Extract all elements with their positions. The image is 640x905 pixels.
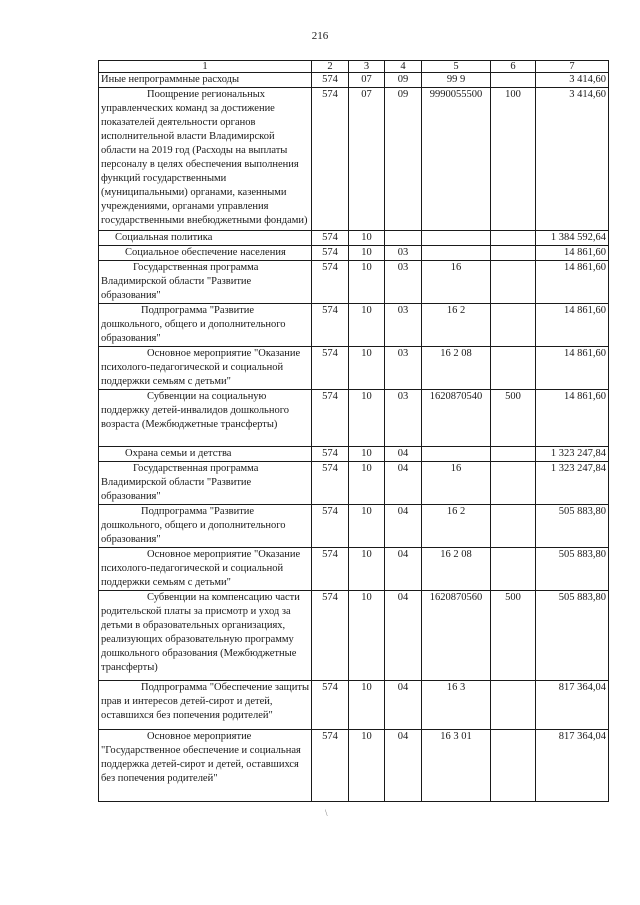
cell-subsection: 04	[385, 462, 422, 505]
row-name: Иные непрограммные расходы	[99, 73, 312, 88]
header-cell: 2	[312, 61, 349, 73]
cell-code: 574	[312, 304, 349, 347]
cell-code: 574	[312, 390, 349, 447]
cell-subsection: 04	[385, 447, 422, 462]
cell-amount: 3 414,60	[536, 88, 609, 231]
cell-target: 9990055500	[422, 88, 491, 231]
cell-section: 10	[349, 591, 385, 681]
cell-amount: 505 883,80	[536, 505, 609, 548]
cell-type	[491, 261, 536, 304]
row-name: Основное мероприятие "Оказание психолого-педагогической и социальной поддержки семьям с детьми"	[99, 548, 312, 591]
cell-type	[491, 505, 536, 548]
cell-target: 16 2 08	[422, 548, 491, 591]
cell-amount: 1 323 247,84	[536, 462, 609, 505]
cell-section: 10	[349, 246, 385, 261]
row-name: Поощрение региональных управленческих команд за достижение показателей деятельности органов исполнительной власти Владимирской области на 2019 год (Расходы на выплаты персоналу в целях обеспечения выполнения функций государственными (муниципальными) органами, казенными учреждениями, органами управления государственными внебюджетными фондами)	[99, 88, 312, 231]
table-row	[99, 681, 609, 730]
header-cell: 7	[536, 61, 609, 73]
table-row	[99, 390, 609, 447]
cell-target: 16 2 08	[422, 347, 491, 390]
scan-mark: \	[325, 808, 328, 818]
cell-code: 574	[312, 73, 349, 88]
cell-amount: 505 883,80	[536, 548, 609, 591]
cell-target: 16 2	[422, 505, 491, 548]
cell-type	[491, 730, 536, 802]
cell-code: 574	[312, 548, 349, 591]
cell-target: 16 2	[422, 304, 491, 347]
cell-section: 10	[349, 231, 385, 246]
table-row	[99, 447, 609, 462]
cell-subsection: 04	[385, 681, 422, 730]
table-row	[99, 246, 609, 261]
header-cell: 1	[99, 61, 312, 73]
cell-section: 10	[349, 390, 385, 447]
cell-target: 16 3 01	[422, 730, 491, 802]
cell-section: 10	[349, 347, 385, 390]
row-name: Государственная программа Владимирской области "Развитие образования"	[99, 462, 312, 505]
cell-code: 574	[312, 730, 349, 802]
cell-type: 500	[491, 390, 536, 447]
row-name: Подпрограмма "Обеспечение защиты прав и интересов детей-сирот и детей, оставшихся без попечения родителей"	[99, 681, 312, 730]
cell-section: 10	[349, 304, 385, 347]
budget-table	[98, 60, 609, 802]
cell-subsection: 04	[385, 505, 422, 548]
cell-target: 16	[422, 462, 491, 505]
cell-subsection: 03	[385, 390, 422, 447]
row-name: Социальное обеспечение населения	[99, 246, 312, 261]
cell-code: 574	[312, 462, 349, 505]
cell-amount: 14 861,60	[536, 261, 609, 304]
cell-target: 1620870560	[422, 591, 491, 681]
row-name: Субвенции на компенсацию части родительской платы за присмотр и уход за детьми в образовательных организациях, реализующих образовательную программу дошкольного образования (Межбюджетные трансферты)	[99, 591, 312, 681]
cell-code: 574	[312, 261, 349, 304]
cell-subsection: 04	[385, 591, 422, 681]
cell-type	[491, 347, 536, 390]
cell-code: 574	[312, 591, 349, 681]
cell-type	[491, 231, 536, 246]
cell-subsection: 03	[385, 304, 422, 347]
table-row	[99, 304, 609, 347]
cell-amount: 14 861,60	[536, 390, 609, 447]
cell-target: 99 9	[422, 73, 491, 88]
cell-section: 07	[349, 88, 385, 231]
row-name: Охрана семьи и детства	[99, 447, 312, 462]
cell-section: 10	[349, 462, 385, 505]
cell-section: 10	[349, 505, 385, 548]
table-row	[99, 347, 609, 390]
row-name: Субвенции на социальную поддержку детей-инвалидов дошкольного возраста (Межбюджетные трансферты)	[99, 390, 312, 447]
cell-amount: 817 364,04	[536, 730, 609, 802]
cell-type: 100	[491, 88, 536, 231]
header-cell: 6	[491, 61, 536, 73]
header-cell: 5	[422, 61, 491, 73]
header-cell: 3	[349, 61, 385, 73]
table-row	[99, 73, 609, 88]
cell-amount: 1 384 592,64	[536, 231, 609, 246]
cell-amount: 1 323 247,84	[536, 447, 609, 462]
cell-code: 574	[312, 347, 349, 390]
cell-type: 500	[491, 591, 536, 681]
cell-code: 574	[312, 447, 349, 462]
cell-type	[491, 246, 536, 261]
cell-subsection: 04	[385, 730, 422, 802]
row-name: Подпрограмма "Развитие дошкольного, общего и дополнительного образования"	[99, 304, 312, 347]
row-name: Подпрограмма "Развитие дошкольного, общего и дополнительного образования"	[99, 505, 312, 548]
table-row	[99, 730, 609, 802]
cell-section: 10	[349, 261, 385, 304]
cell-code: 574	[312, 681, 349, 730]
cell-section: 10	[349, 447, 385, 462]
cell-amount: 3 414,60	[536, 73, 609, 88]
page-number: 216	[311, 30, 329, 42]
cell-amount: 505 883,80	[536, 591, 609, 681]
cell-subsection	[385, 231, 422, 246]
cell-type	[491, 462, 536, 505]
cell-amount: 14 861,60	[536, 246, 609, 261]
cell-type	[491, 681, 536, 730]
row-name: Основное мероприятие "Оказание психолого-педагогической и социальной поддержки семьям с детьми"	[99, 347, 312, 390]
table-row	[99, 548, 609, 591]
cell-section: 10	[349, 730, 385, 802]
cell-code: 574	[312, 231, 349, 246]
table-row	[99, 462, 609, 505]
header-row	[99, 61, 609, 73]
cell-amount: 14 861,60	[536, 304, 609, 347]
cell-target	[422, 246, 491, 261]
cell-type	[491, 548, 536, 591]
table-row	[99, 88, 609, 231]
row-name: Государственная программа Владимирской области "Развитие образования"	[99, 261, 312, 304]
cell-code: 574	[312, 246, 349, 261]
cell-code: 574	[312, 88, 349, 231]
cell-subsection: 03	[385, 261, 422, 304]
row-name: Основное мероприятие "Государственное обеспечение и социальная поддержка детей-сирот и детей, оставшихся без попечения родителей"	[99, 730, 312, 802]
table-row	[99, 505, 609, 548]
cell-section: 10	[349, 548, 385, 591]
cell-section: 10	[349, 681, 385, 730]
cell-subsection: 04	[385, 548, 422, 591]
cell-subsection: 03	[385, 246, 422, 261]
table-row	[99, 231, 609, 246]
cell-section: 07	[349, 73, 385, 88]
cell-amount: 14 861,60	[536, 347, 609, 390]
cell-target	[422, 231, 491, 246]
cell-subsection: 03	[385, 347, 422, 390]
cell-target: 1620870540	[422, 390, 491, 447]
cell-target: 16	[422, 261, 491, 304]
cell-type	[491, 73, 536, 88]
header-cell: 4	[385, 61, 422, 73]
cell-code: 574	[312, 505, 349, 548]
cell-subsection: 09	[385, 73, 422, 88]
cell-subsection: 09	[385, 88, 422, 231]
row-name: Социальная политика	[99, 231, 312, 246]
cell-type	[491, 304, 536, 347]
cell-type	[491, 447, 536, 462]
table-row	[99, 261, 609, 304]
cell-amount: 817 364,04	[536, 681, 609, 730]
cell-target	[422, 447, 491, 462]
table-row	[99, 591, 609, 681]
cell-target: 16 3	[422, 681, 491, 730]
